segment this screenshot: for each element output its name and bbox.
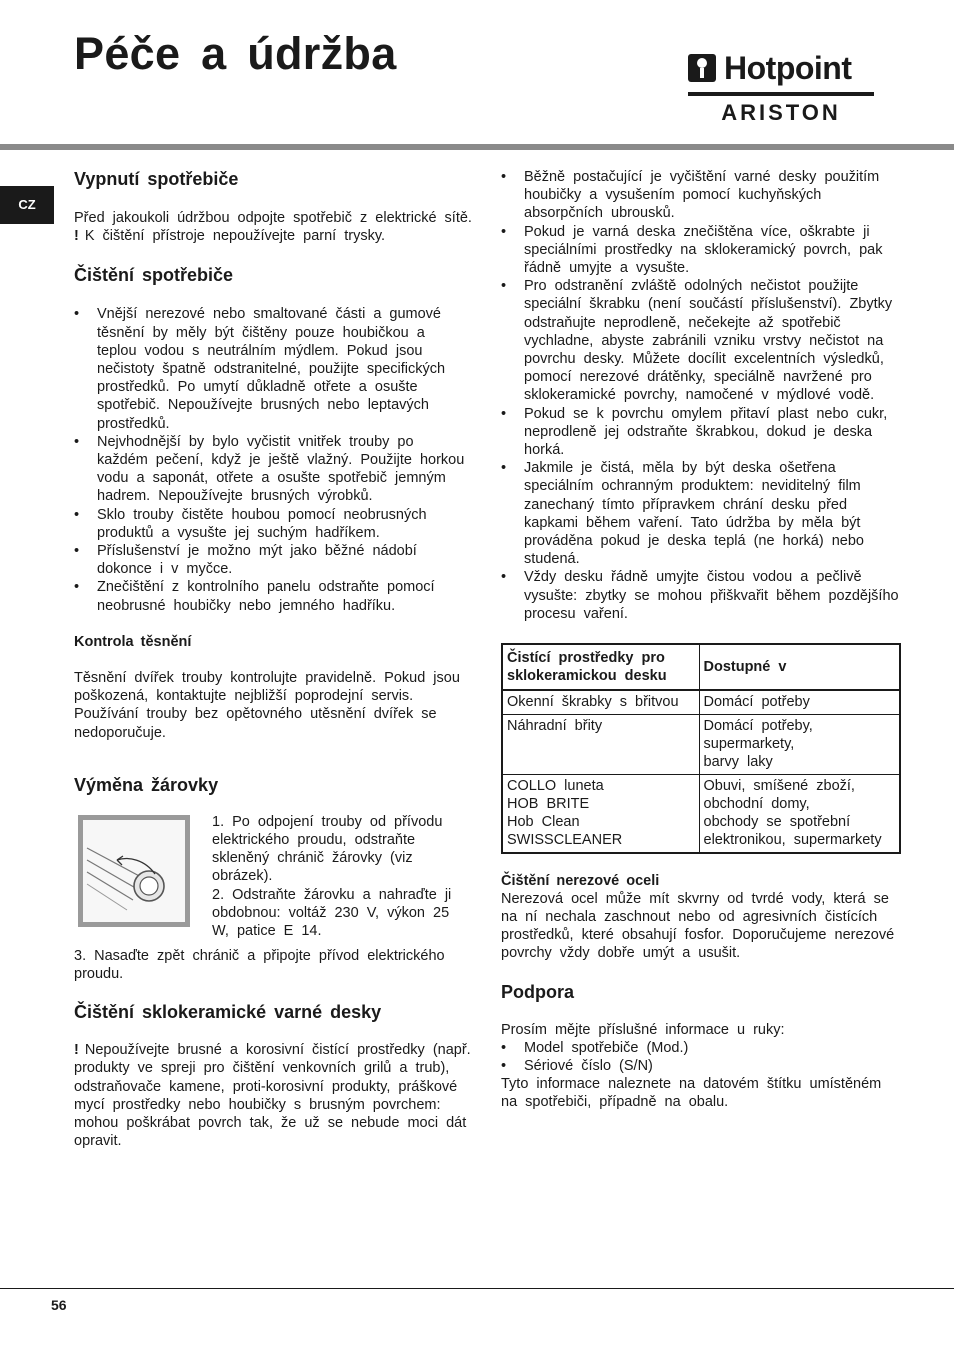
list-item: • Pro odstranění zvláště odolných nečistot použijte speciální škrabku (není součástí příslušenství). Zbytky odstraňujte neprodleně, nečekejte až spotřebič vychladne, abyste zabránili vzniku vrstvy nečistot na povrchu desky. Můžete docílit excelentních výsledků, pomocí nerezové drátěnky, speciálně navržené pro sklokeramické povrchy, namočené v mýdlové vodě. <box>501 277 903 404</box>
list-item: • Znečištění z kontrolního panelu odstraňte pomocí neobrusné houbičky nebo jemného hadříku. <box>74 578 472 614</box>
warning-mark: ! <box>74 1042 79 1059</box>
list-item: • Jakmile je čistá, měla by být deska ošetřena speciálním ochranným produktem: neviditelný film zanechaný tímto přípravkem chrání desku před kapkami během vaření. Tato údržba by měla být prováděna pokud je deska teplá (ne horká) nebo studená. <box>501 459 903 568</box>
ceramic-hob-warning <box>74 1041 472 1150</box>
table-row <box>502 774 900 852</box>
bulb-steps <box>212 813 472 940</box>
page-title: Péče a údržba <box>74 28 397 79</box>
bulb-step-3: 3. Nasaďte zpět chránič a připojte přívod elektrického proudu. <box>74 947 445 983</box>
section-heading-switch-off: Vypnutí spotřebiče <box>74 169 239 189</box>
steam-warning <box>74 227 472 245</box>
section-heading-stainless: Čištění nerezové oceli <box>501 872 660 889</box>
table-row <box>502 690 900 714</box>
list-item: • Vždy desku řádně umyjte čistou vodou a pečlivě vysušte: zbytky se mohou přiškvařit během pozdějšího procesu vaření. <box>501 568 903 623</box>
support-intro: Prosím mějte příslušné informace u ruky: <box>501 1021 785 1038</box>
warning-mark: ! <box>74 228 79 245</box>
table-header-cell: Čistící prostředky pro sklokeramickou desku <box>502 644 699 690</box>
support-list <box>501 1039 903 1075</box>
logo-divider <box>688 92 874 96</box>
footer-divider <box>0 1288 954 1289</box>
support-outro: Tyto informace naleznete na datovém štítku umístěném na spotřebiči, případně na obalu. <box>501 1076 882 1111</box>
oven-lamp-icon <box>83 820 185 922</box>
table-cell: Domácí potřeby, supermarkety, barvy laky <box>699 714 900 774</box>
list-item: • Sklo trouby čistěte houbou pomocí neobrusných produktů a vysušte jej suchým hadříkem. <box>74 506 472 542</box>
cleaning-list <box>74 305 472 614</box>
list-item: • Model spotřebiče (Mod.) <box>501 1039 903 1057</box>
list-item: • Běžně postačující je vyčištění varné desky použitím houbičky a vysušením pomocí kuchyňských absorpčních ubrousků. <box>501 168 903 223</box>
right-column <box>501 168 903 1112</box>
list-item: • Pokud je varná deska znečištěna více, oškrabte ji speciálními prostředky na sklokeramický povrch, pak řádně umyjte a vysušte. <box>501 223 903 278</box>
bulb-replacement-block <box>74 813 472 947</box>
bulb-step-2: 2. Odstraňte žárovku a nahraďte ji obdobnou: voltáž 230 V, výkon 25 W, patice E 14. <box>212 886 452 940</box>
logo-sub-brand: ARISTON <box>721 100 841 125</box>
seal-check-text: Těsnění dvířek trouby kontrolujte pravidelně. Pokud jsou poškozená, kontaktujte nejbližší poprodejní servis. Používání trouby bez opětovného utěsnění dvířek se nedoporučuje. <box>74 670 460 741</box>
list-item: • Příslušenství je možno mýt jako běžné nádobí dokonce i v myčce. <box>74 542 472 578</box>
table-cell: Obuvi, smíšené zboží, obchodní domy, obchody se spotřební elektronikou, supermarkety <box>699 774 900 852</box>
switch-off-text: Před jakoukoli údržbou odpojte spotřebič z elektrické sítě. <box>74 210 472 226</box>
list-item: • Vnější nerezové nebo smaltované části a gumové těsnění by měly být čištěny pouze houbičkou a teplou vodou s neutrálním mýdlem. Pokud jsou nečistoty špatně odstranitelné, použijte specifických prostředků. Po umytí důkladně otřete a osušte spotřebič. Nepoužívejte brusných nebo leptavých prostředků. <box>74 305 472 432</box>
section-heading-cleaning: Čištění spotřebiče <box>74 265 234 286</box>
list-item: • Sériové číslo (S/N) <box>501 1057 903 1075</box>
table-header-cell: Dostupné v <box>699 644 900 690</box>
table-header-row <box>502 644 900 690</box>
hotpoint-logo-icon <box>688 54 716 82</box>
language-tab: CZ <box>0 186 54 224</box>
oven-lamp-illustration <box>78 815 190 927</box>
stainless-text: Nerezová ocel může mít skvrny od tvrdé vody, která se na ní nechala zaschnout nebo od agresivních čistících prostředků, které obsahují fosfor. Doporučujeme nerezové povrchy vždy dobře umýt a usušit. <box>501 890 895 962</box>
page-number: 56 <box>51 1297 67 1313</box>
table-row <box>502 714 900 774</box>
hob-cleaning-list <box>501 168 903 623</box>
table-cell: COLLO luneta HOB BRITE Hob Clean SWISSCLEANER <box>502 774 699 852</box>
warning-text: Nepoužívejte brusné a korosivní čistící prostředky (např. produkty ve spreji pro čištění venkovních grilů a trub), odstraňovače kamene, proti-korosivní produkty, práškové mycí prostředky nebo houbičky s brusným povrchem: mohou poškrábat povrch tak, že už se nebude moci dát opravit. <box>74 1042 471 1150</box>
warning-text: K čištění přístroje nepoužívejte parní trysky. <box>84 228 386 245</box>
cleaners-table <box>501 643 901 853</box>
left-column <box>74 168 472 1151</box>
section-heading-ceramic-hob: Čištění sklokeramické varné desky <box>74 1002 382 1023</box>
table-cell: Náhradní břity <box>502 714 699 774</box>
list-item: • Nejvhodnější by bylo vyčistit vnitřek trouby po každém pečení, když je ještě vlažný. Použijte horkou vodu a saponát, otřete a osušte spotřebič jemným hadrem. Nepoužívejte brusných výrobků. <box>74 433 472 506</box>
section-heading-bulb: Výměna žárovky <box>74 774 219 795</box>
table-cell: Domácí potřeby <box>699 690 900 714</box>
list-item: • Pokud se k povrchu omylem přitaví plast nebo cukr, neprodleně jej odstraňte škrabkou, dokud je deska horká. <box>501 405 903 460</box>
header-divider <box>0 144 954 150</box>
bulb-step-1: 1. Po odpojení trouby od přívodu elektrického proudu, odstraňte skleněný chránič žárovky (viz obrázek). <box>212 813 443 885</box>
section-heading-support: Podpora <box>501 981 575 1002</box>
brand-logo <box>688 48 874 128</box>
table-cell: Okenní škrabky s břitvou <box>502 690 699 714</box>
logo-brand: Hotpoint <box>724 50 852 86</box>
section-heading-seal-check: Kontrola těsnění <box>74 633 192 650</box>
